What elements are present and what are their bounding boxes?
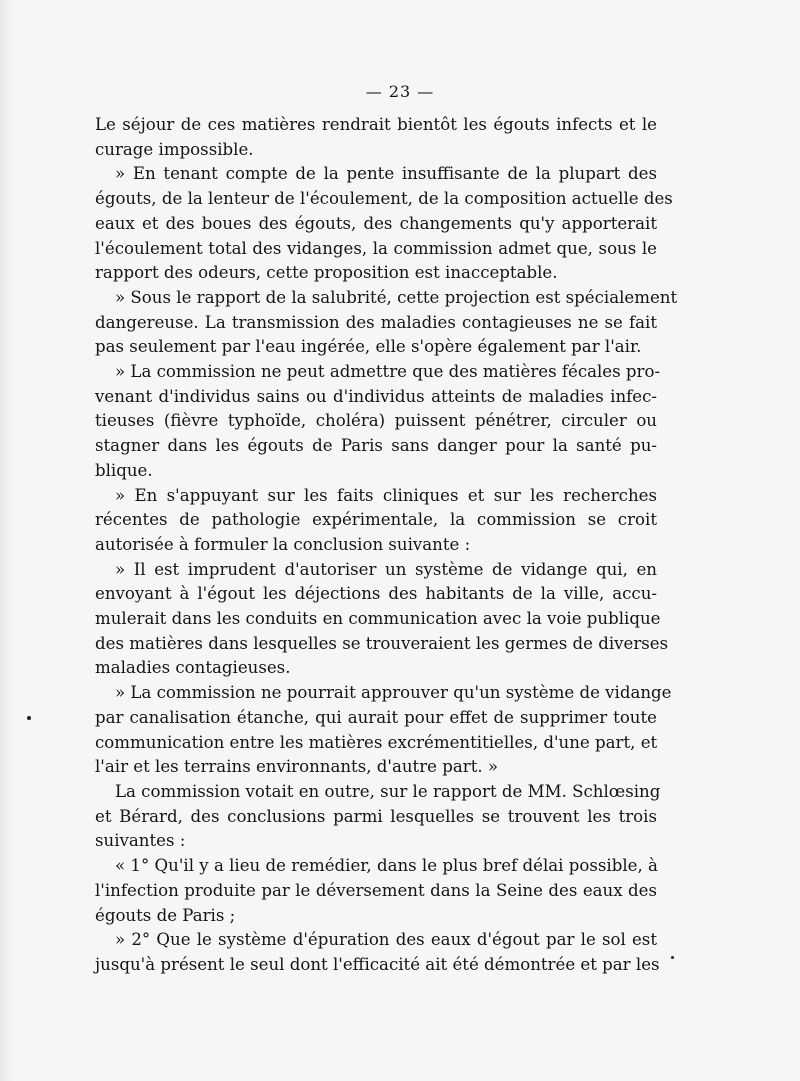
text-line: blique. [95,460,153,480]
paragraph [95,558,669,682]
text-line: « 1° Qu'il y a lieu de remédier, dans le plus bref délai possible, à [115,856,658,876]
text-line: eaux et des boues des égouts, des changements qu'y apporterait [95,213,657,233]
text-line: pas seulement par l'eau ingérée, elle s'opère également par l'air. [95,337,642,357]
paragraph [95,780,661,854]
paragraph [95,286,678,360]
paragraph [95,484,657,558]
text-line: stagner dans les égouts de Paris sans danger pour la santé pu- [95,436,657,456]
text-line: égouts de Paris ; [95,905,236,925]
text-line: » En s'appuyant sur les faits cliniques et sur les recherches [115,485,657,505]
paragraph [95,113,657,162]
text-line: des matières dans lesquelles se trouveraient les germes de diverses [95,633,669,653]
paragraph [95,681,672,780]
text-line: La commission votait en outre, sur le rapport de MM. Schlœsing [115,781,661,801]
text-line: récentes de pathologie expérimentale, la commission se croit [95,510,657,530]
text-line: communication entre les matières excrémentitielles, d'une part, et [95,732,658,752]
text-line: maladies contagieuses. [95,658,291,678]
body-text [95,113,678,978]
text-line: » Sous le rapport de la salubrité, cette projection est spécialement [115,287,678,307]
paragraph [95,360,661,484]
text-line: curage impossible. [95,139,254,159]
page-number: — 23 — [365,82,435,101]
text-line: Le séjour de ces matières rendrait bientôt les égouts infects et le [95,115,657,134]
text-line: l'infection produite par le déversement dans la Seine des eaux des [95,880,657,900]
text-line: suivantes : [95,831,186,851]
text-line: » La commission ne peut admettre que des matières fécales pro- [115,362,661,382]
scan-speck [27,716,31,720]
paragraph [95,854,657,928]
text-line: autorisée à formuler la conclusion suivante : [95,534,471,554]
text-line: tieuses (fièvre typhoïde, choléra) puissent pénétrer, circuler ou [95,411,657,431]
text-line: mulerait dans les conduits en communication avec la voie publique [95,609,661,629]
text-line: venant d'individus sains ou d'individus atteints de maladies infec- [95,386,657,406]
text-line: » 2° Que le système d'épuration des eaux d'égout par le sol est [115,930,657,950]
text-line: par canalisation étanche, qui aurait pour effet de supprimer toute [95,707,657,727]
paragraph [95,928,660,977]
text-line: l'air et les terrains environnants, d'autre part. » [95,757,499,777]
text-line: envoyant à l'égout les déjections des habitants de la ville, accu- [95,584,657,604]
text-line: » La commission ne pourrait approuver qu'un système de vidange [115,683,672,703]
text-line: dangereuse. La transmission des maladies contagieuses ne se fait [95,312,657,332]
text-line: » Il est imprudent d'autoriser un système de vidange qui, en [115,559,657,579]
text-line: et Bérard, des conclusions parmi lesquelles se trouvent les trois [95,806,657,826]
text-line: égouts, de la lenteur de l'écoulement, de la composition actuelle des [95,189,673,209]
scan-speck [671,956,674,959]
text-line: l'écoulement total des vidanges, la commission admet que, sous le [95,238,657,258]
paragraph [95,162,673,286]
text-line: » En tenant compte de la pente insuffisante de la plupart des [115,164,657,184]
text-line: rapport des odeurs, cette proposition est inacceptable. [95,263,558,283]
text-line: jusqu'à présent le seul dont l'efficacité ait été démontrée et par les [95,954,660,974]
